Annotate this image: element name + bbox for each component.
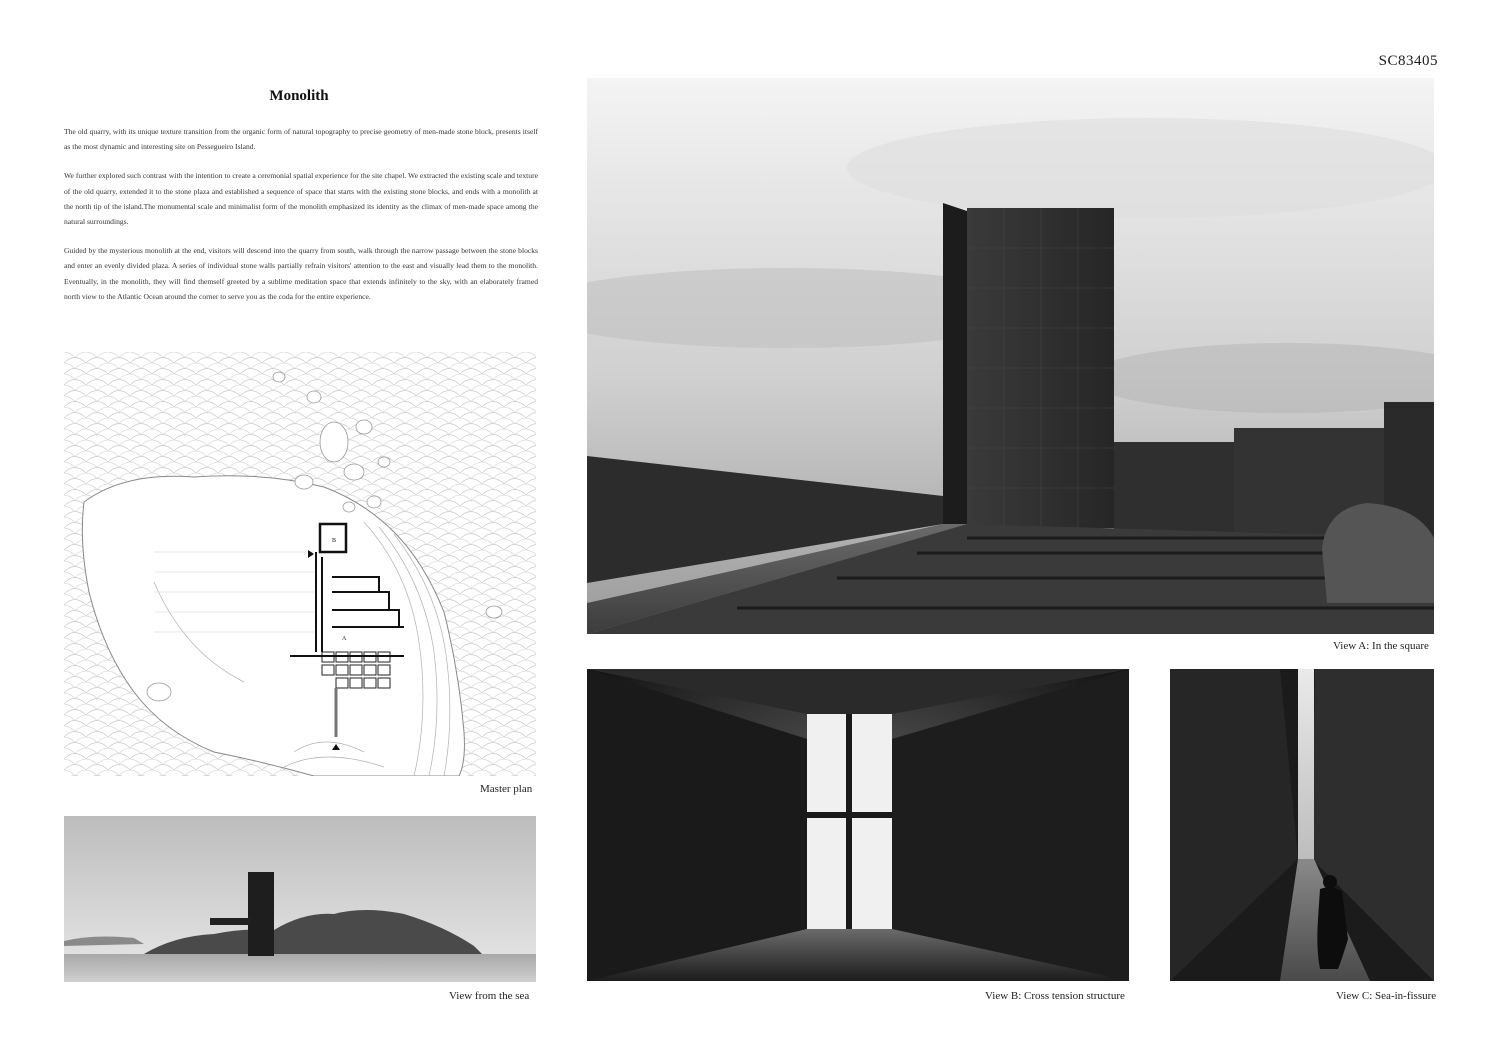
- plan-label-a: A: [342, 636, 347, 642]
- view-a-image: [587, 78, 1434, 634]
- cross-vertical: [846, 714, 852, 929]
- caption-view-b: View B: Cross tension structure: [985, 990, 1125, 1002]
- paragraph-3: Guided by the mysterious monolith at the end, visitors will descend into the quarry from south, walk through the narrow passage between the stone blocks and enter an evenly divided plaza. A series of individual stone walls partially refrain visitors' attention to the east and visually lead them to the monolith. Eventually, in the monolith, they will find themself greeted by a sublime meditation space that extends infinitely to the sky, with an elaborately framed north view to the Atlantic Ocean around the corner to serve you as the coda for the entire experience.: [64, 246, 538, 301]
- caption-view-c: View C: Sea-in-fissure: [1336, 990, 1437, 1002]
- plan-label-b: B: [332, 538, 337, 544]
- monolith-silhouette: [248, 872, 274, 956]
- light-fissure: [1298, 669, 1314, 859]
- master-plan-drawing: [64, 352, 536, 776]
- view-c-image: [1170, 669, 1434, 981]
- caption-view-sea: View from the sea: [449, 990, 530, 1002]
- caption-master-plan: Master plan: [480, 783, 533, 795]
- paragraph-1: The old quarry, with its unique texture transition from the organic form of natural topography to precise geometry of men-made stone block, presents itself as the most dynamic and interesting site on Pessegueiro Island.: [64, 127, 538, 152]
- cross-horizontal: [807, 812, 892, 818]
- view-from-sea-image: [64, 816, 536, 982]
- caption-view-a: View A: In the square: [1333, 640, 1429, 652]
- board-id: SC83405: [1378, 53, 1438, 69]
- description-text: [64, 124, 538, 318]
- view-b-image: [587, 669, 1129, 981]
- page-title: Monolith: [269, 88, 329, 104]
- paragraph-2: We further explored such contrast with the intention to create a ceremonial spatial experience for the site chapel. We extracted the existing scale and texture of the old quarry, extended it to the stone plaza and established a sequence of space that starts with the existing stone blocks, and ends with a monolith at the north tip of the island.The monumental scale and minimalist form of the monolith emphasized its identity as the climax of men-made space among the natural surroundings.: [64, 171, 538, 227]
